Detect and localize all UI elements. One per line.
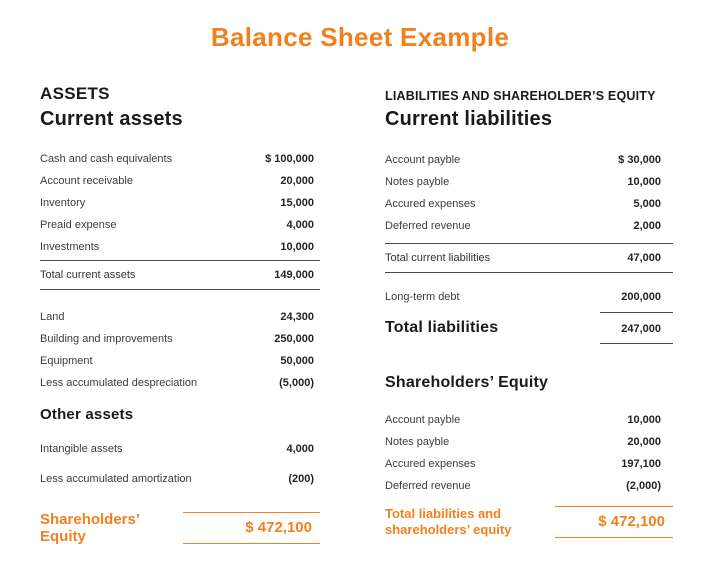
- liabilities-grand-total: [385, 506, 673, 538]
- row-value: 10,000: [627, 176, 661, 188]
- liabilities-section-label: LIABILITIES AND SHAREHOLDER’S EQUITY: [385, 89, 656, 103]
- table-row: [40, 148, 320, 170]
- row-value: 4,000: [286, 443, 314, 455]
- table-row: [385, 149, 673, 171]
- table-row: [40, 372, 320, 394]
- row-value: 10,000: [280, 241, 314, 253]
- row-value: $ 100,000: [265, 153, 314, 165]
- table-row: [40, 306, 320, 328]
- row-label: Cash and cash equivalents: [40, 153, 173, 165]
- row-label: Deferred revenue: [385, 220, 471, 232]
- assets-grand-total: [40, 511, 320, 545]
- row-value: 4,000: [286, 219, 314, 231]
- other-assets-heading: Other assets: [40, 406, 134, 423]
- table-row: [385, 475, 673, 497]
- table-row: [40, 464, 320, 494]
- total-liabilities-value: 247,000: [621, 323, 661, 335]
- total-current-assets-band: [40, 260, 320, 290]
- grand-total-value: $ 472,100: [245, 519, 312, 536]
- table-row: [385, 409, 673, 431]
- current-assets-heading: Current assets: [40, 108, 183, 130]
- row-label: Account payble: [385, 414, 461, 426]
- row-value: 20,000: [280, 175, 314, 187]
- row-value: $ 30,000: [618, 154, 661, 166]
- current-assets-rows: [40, 148, 320, 258]
- row-value: (5,000): [279, 377, 314, 389]
- grand-total-amount-box: [183, 512, 320, 544]
- table-row: [385, 431, 673, 453]
- grand-total-value: $ 472,100: [598, 513, 665, 530]
- total-liabilities-amount-box: [600, 312, 673, 344]
- other-assets-rows: [40, 434, 320, 494]
- row-label: Building and improvements: [40, 333, 173, 345]
- table-row: [385, 286, 673, 308]
- row-label: Account payble: [385, 154, 461, 166]
- row-value: (200): [288, 473, 314, 485]
- table-row: [40, 434, 320, 464]
- table-row: [40, 170, 320, 192]
- table-row: [385, 215, 673, 237]
- row-label: Account receivable: [40, 175, 133, 187]
- table-row: [40, 214, 320, 236]
- row-label: Total current assets: [40, 269, 136, 281]
- row-label: Intangible assets: [40, 443, 123, 455]
- row-label: Accured expenses: [385, 198, 476, 210]
- row-label: Inventory: [40, 197, 86, 209]
- table-row: [40, 328, 320, 350]
- assets-column: [40, 0, 320, 583]
- table-row: [385, 171, 673, 193]
- grand-total-label: Shareholders’ Equity: [40, 511, 140, 545]
- row-value: 15,000: [280, 197, 314, 209]
- page-title: Balance Sheet Example: [210, 22, 510, 52]
- table-row: [385, 453, 673, 475]
- current-liabilities-rows: [385, 149, 673, 237]
- row-label: Notes payble: [385, 436, 450, 448]
- total-liabilities-label: Total liabilities: [385, 319, 499, 336]
- row-value: 5,000: [633, 198, 661, 210]
- row-label: Equipment: [40, 355, 93, 367]
- grand-total-amount-box: [555, 506, 673, 538]
- long-term-debt-row: [385, 286, 673, 308]
- liabilities-column: [385, 0, 673, 583]
- row-label: Preaid expense: [40, 219, 117, 231]
- grand-total-label: Total liabilities and shareholders’ equity: [385, 506, 512, 537]
- table-row: [40, 192, 320, 214]
- total-current-liabilities-band: [385, 243, 673, 273]
- total-row: [385, 248, 673, 268]
- row-value: 149,000: [274, 269, 314, 281]
- shareholders-equity-rows: [385, 409, 673, 497]
- assets-section-label: ASSETS: [40, 84, 110, 103]
- row-label: Investments: [40, 241, 100, 253]
- row-label: Long-term debt: [385, 291, 460, 303]
- row-value: 197,100: [621, 458, 661, 470]
- current-liabilities-heading: Current liabilities: [385, 108, 553, 130]
- table-row: [40, 236, 320, 258]
- row-value: 2,000: [633, 220, 661, 232]
- row-label: Deferred revenue: [385, 480, 471, 492]
- row-value: 20,000: [627, 436, 661, 448]
- row-label: Land: [40, 311, 65, 323]
- shareholders-equity-heading: Shareholders’ Equity: [385, 374, 549, 391]
- row-value: 50,000: [280, 355, 314, 367]
- table-row: [385, 193, 673, 215]
- row-value: 10,000: [627, 414, 661, 426]
- row-value: (2,000): [626, 480, 661, 492]
- fixed-assets-rows: [40, 306, 320, 394]
- row-value: 24,300: [280, 311, 314, 323]
- table-row: [40, 350, 320, 372]
- row-value: 250,000: [274, 333, 314, 345]
- row-label: Total current liabilities: [385, 252, 491, 264]
- row-value: 47,000: [627, 252, 661, 264]
- row-value: 200,000: [621, 291, 661, 303]
- row-label: Accured expenses: [385, 458, 476, 470]
- row-label: Less accumulated amortization: [40, 473, 192, 485]
- total-liabilities-block: [385, 312, 673, 344]
- total-row: [40, 265, 320, 285]
- row-label: Less accumulated despreciation: [40, 377, 198, 389]
- row-label: Notes payble: [385, 176, 450, 188]
